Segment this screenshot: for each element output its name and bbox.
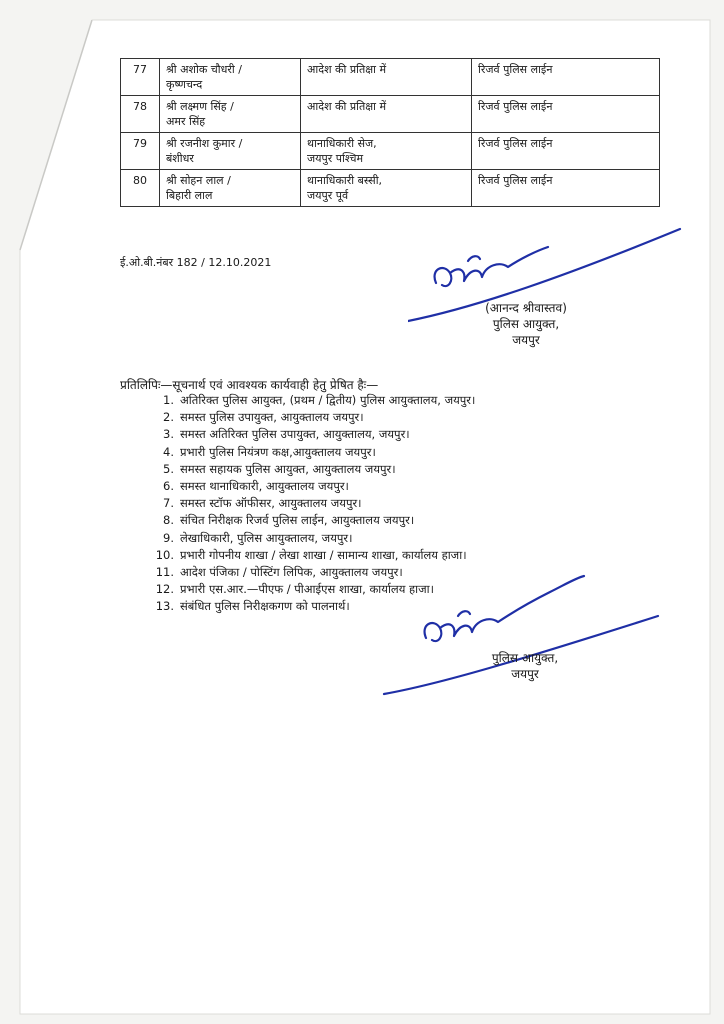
present-posting-cell	[301, 170, 472, 207]
new-posting: रिजर्व पुलिस लाईन	[472, 59, 660, 96]
copy-to-heading: प्रतिलिपिः—सूचनार्थ एवं आवश्यक कार्यवाही हेतु प्रेषित हैः—	[120, 378, 379, 392]
list-item: 9. लेखाधिकारी, पुलिस आयुक्तालय, जयपुर।	[163, 530, 353, 545]
new-posting: रिजर्व पुलिस लाईन	[472, 170, 660, 207]
list-item: 6. समस्त थानाधिकारी, आयुक्तालय जयपुर।	[163, 479, 349, 494]
signatory-city: जयपुर	[512, 333, 540, 347]
serial-number: 77	[121, 59, 160, 96]
list-item: 7. समस्त स्टॉफ ऑफीसर, आयुक्तालय जयपुर।	[163, 496, 362, 511]
table-row	[121, 170, 660, 207]
closing-designation: पुलिस आयुक्त,	[491, 651, 559, 665]
list-item: 4. प्रभारी पुलिस नियंत्रण कक्ष,आयुक्तालय जयपुर।	[163, 444, 376, 459]
present-posting: आदेश की प्रतिक्षा में	[307, 63, 387, 76]
officer-name: श्री सोहन लाल /	[166, 174, 231, 187]
present-posting: थानाधिकारी बस्सी,	[307, 174, 383, 187]
officer-name-cell	[160, 59, 301, 96]
officer-name: श्री अशोक चौधरी /	[166, 63, 242, 76]
present-posting-location: जयपुर पश्चिम	[307, 152, 364, 165]
present-posting-location: जयपुर पूर्व	[307, 189, 349, 202]
transfer-orders-table	[120, 58, 660, 207]
officer-name-cell	[160, 133, 301, 170]
list-item: 2. समस्त पुलिस उपायुक्त, आयुक्तालय जयपुर।	[163, 410, 364, 425]
father-name: बिहारी लाल	[166, 189, 213, 202]
list-item: 13. संबंधित पुलिस निरीक्षकगण को पालनार्थ।	[155, 599, 350, 614]
present-posting-cell	[301, 96, 472, 133]
list-item: 1. अतिरिक्त पुलिस आयुक्त, (प्रथम / द्वितीय) पुलिस आयुक्तालय, जयपुर।	[163, 393, 476, 407]
closing-city: जयपुर	[511, 667, 539, 681]
list-item: 8. संचित निरीक्षक रिजर्व पुलिस लाईन, आयुक्तालय जयपुर।	[163, 513, 415, 528]
officer-name: श्री लक्ष्मण सिंह /	[166, 100, 234, 113]
present-posting-cell	[301, 59, 472, 96]
table-row	[121, 96, 660, 133]
list-item: 12. प्रभारी एस.आर.—पीएफ / पीआईएस शाखा, कार्यालय हाजा।	[155, 582, 434, 597]
table-row	[121, 59, 660, 96]
list-item: 10. प्रभारी गोपनीय शाखा / लेखा शाखा / सामान्य शाखा, कार्यालय हाजा।	[155, 547, 467, 562]
new-posting: रिजर्व पुलिस लाईन	[472, 133, 660, 170]
signatory-block	[456, 300, 596, 348]
present-posting: आदेश की प्रतिक्षा में	[307, 100, 387, 113]
list-item: 3. समस्त अतिरिक्त पुलिस उपायुक्त, आयुक्तालय, जयपुर।	[163, 427, 410, 442]
list-item: 11. आदेश पंजिका / पोस्टिंग लिपिक, आयुक्तालय जयपुर।	[155, 565, 403, 580]
officer-name: श्री रजनीश कुमार /	[166, 137, 243, 150]
serial-number: 79	[121, 133, 160, 170]
father-name: बंशीधर	[166, 152, 194, 165]
closing-signatory-block	[460, 650, 590, 682]
serial-number: 78	[121, 96, 160, 133]
father-name: अमर सिंह	[166, 115, 206, 128]
father-name: कृष्णचन्द	[166, 78, 203, 91]
officer-name-cell	[160, 96, 301, 133]
present-posting-cell	[301, 133, 472, 170]
new-posting: रिजर्व पुलिस लाईन	[472, 96, 660, 133]
officer-name-cell	[160, 170, 301, 207]
present-posting: थानाधिकारी सेज,	[307, 137, 377, 150]
table-row	[121, 133, 660, 170]
eob-number: ई.ओ.बी.नंबर 182 / 12.10.2021	[120, 256, 272, 269]
signatory-name: (आनन्द श्रीवास्तव)	[485, 301, 567, 315]
serial-number: 80	[121, 170, 160, 207]
list-item: 5. समस्त सहायक पुलिस आयुक्त, आयुक्तालय जयपुर।	[163, 461, 396, 476]
signatory-designation: पुलिस आयुक्त,	[492, 317, 560, 331]
